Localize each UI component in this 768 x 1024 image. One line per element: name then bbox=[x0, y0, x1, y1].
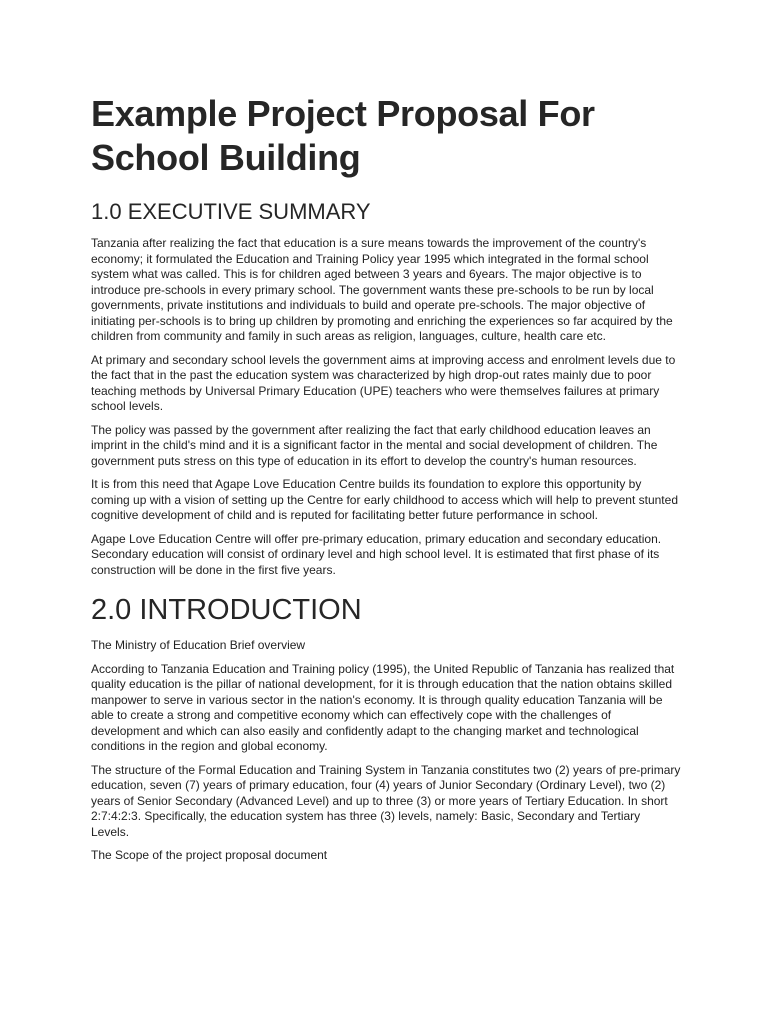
paragraph: According to Tanzania Education and Training policy (1995), the United Republic of Tanzania has realized that quality education is the pillar of national development, for it is through education that the nation obtains skilled manpower to serve in various sector in the nation's economy. It is through quality education Tanzania will be able to create a strong and competitive economy which can effectively cope with the challenges of development and which can also easily and confidently adapt to the changing market and technological conditions in the region and global economy. bbox=[91, 661, 675, 753]
paragraph: The structure of the Formal Education and Training System in Tanzania constitutes two (2) years of pre-primary education, seven (7) years of primary education, four (4) years of Junior Secondary (Ordinary Level), two (2) years of Senior Secondary (Advanced Level) and up to three (3) or more years of Tertiary Education. In short 2:7:4:2:3. Specifically, the education system has three (3) levels, namely: Basic, Secondary and Tertiary Levels. bbox=[91, 762, 681, 839]
section-heading: 1.0 EXECUTIVE SUMMARY bbox=[91, 199, 371, 224]
paragraph: The Scope of the project proposal document bbox=[91, 848, 328, 862]
paragraph: It is from this need that Agape Love Education Centre builds its foundation to explore this opportunity by coming up with a vision of setting up the Centre for early childhood to access which will help to prevent stunted cognitive development of child and is reputed for facilitating better future performance in school. bbox=[91, 477, 678, 522]
section-executive-summary bbox=[91, 198, 681, 578]
document-title: Example Project Proposal For School Building bbox=[91, 93, 595, 178]
paragraph: The Ministry of Education Brief overview bbox=[91, 638, 306, 652]
paragraph: Tanzania after realizing the fact that education is a sure means towards the improvement of the country's economy; it formulated the Education and Training Policy year 1995 which integrated in the formal school system what was called. This is for children aged between 3 years and 6years. The major objective is to introduce pre-schools in every primary school. The government wants these pre-schools to be run by local governments, private institutions and individuals to build and operate pre-schools. The major objective of initiating per-schools is to bring up children by promoting and enriching the experiences so far acquired by the children from community and family in such areas as religion, languages, culture, health care etc. bbox=[91, 236, 673, 343]
paragraph: Agape Love Education Centre will offer pre-primary education, primary education and secondary education. Secondary education will consist of ordinary level and high school level. It is estimated that first phase of its construction will be done in the first five years. bbox=[91, 531, 662, 577]
document-page bbox=[91, 0, 681, 872]
paragraph: At primary and secondary school levels the government aims at improving access and enrolment levels due to the fact that in the past the education system was characterized by high drop-out rates mainly due to poor teaching methods by Universal Primary Education (UPE) teachers who were themselves failures at primary school levels. bbox=[91, 352, 676, 413]
section-heading: 2.0 INTRODUCTION bbox=[91, 594, 362, 626]
section-introduction bbox=[91, 592, 681, 864]
paragraph: The policy was passed by the government after realizing the fact that early childhood education leaves an imprint in the child's mind and it is a significant factor in the mental and social development of children. The government puts stress on this type of education in its effort to develop the country's human resources. bbox=[91, 422, 658, 468]
